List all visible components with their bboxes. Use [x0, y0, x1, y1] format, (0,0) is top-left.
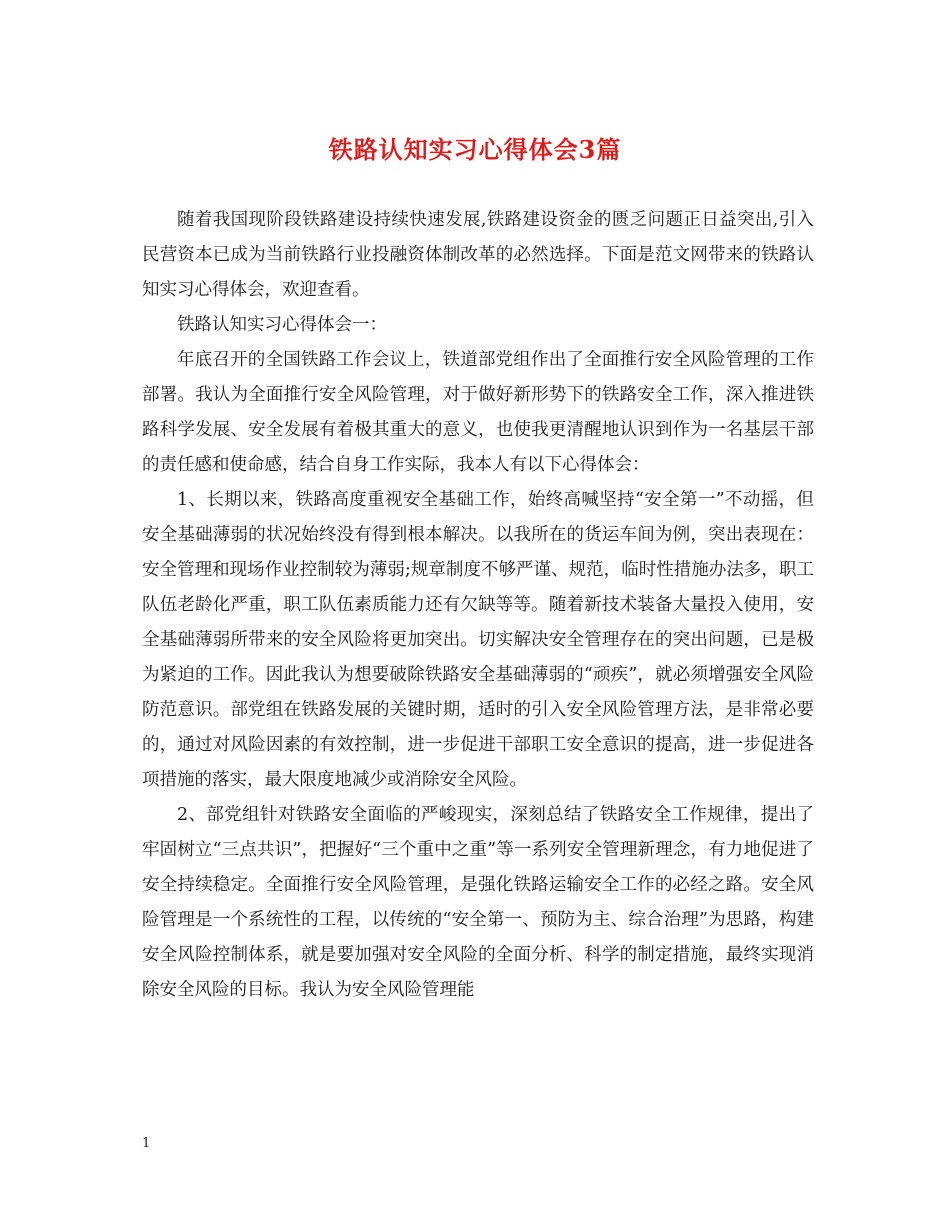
- page-number: 1: [142, 1136, 151, 1151]
- paragraph-point-1: 1、长期以来，铁路高度重视安全基础工作，始终高喊坚持“安全第一”不动摇，但安全基础薄弱的状况始终没有得到根本解决。以我所在的货运车间为例，突出表现在：安全管理和现场作业控制较为薄弱;规章制度不够严谨、规范，临时性措施办法多，职工队伍老龄化严重，职工队伍素质能力还有欠缺等等。随着新技术装备大量投入使用，安全基础薄弱所带来的安全风险将更加突出。切实解决安全管理存在的突出问题，已是极为紧迫的工作。因此我认为想要破除铁路安全基础薄弱的“顽疾”，就必须增强安全风险防范意识。部党组在铁路发展的关键时期，适时的引入安全风险管理方法，是非常必要的，通过对风险因素的有效控制，进一步促进干部职工安全意识的提高，进一步促进各项措施的落实，最大限度地减少或消除安全风险。: [142, 490, 814, 790]
- paragraph-meeting: 年底召开的全国铁路工作会议上，铁道部党组作出了全面推行安全风险管理的工作部署。我认为全面推行安全风险管理，对于做好新形势下的铁路安全工作，深入推进铁路科学发展、安全发展有着极其重大的意义，也使我更清醒地认识到作为一名基层干部的责任感和使命感，结合自身工作实际，我本人有以下心得体会：: [142, 350, 814, 475]
- document-body: [142, 203, 814, 1008]
- paragraph-intro: 随着我国现阶段铁路建设持续快速发展,铁路建设资金的匮乏问题正日益突出,引入民营资本已成为当前铁路行业投融资体制改革的必然选择。下面是范文网带来的铁路认知实习心得体会，欢迎查看。: [142, 210, 814, 300]
- paragraph-point-2: 2、部党组针对铁路安全面临的严峻现实，深刻总结了铁路安全工作规律，提出了牢固树立“三点共识”，把握好“三个重中之重”等一系列安全管理新理念，有力地促进了安全持续稳定。全面推行安全风险管理，是强化铁路运输安全工作的必经之路。安全风险管理是一个系统性的工程，以传统的“安全第一、预防为主、综合治理”为思路，构建安全风险控制体系，就是要加强对安全风险的全面分析、科学的制定措施，最终实现消除安全风险的目标。我认为安全风险管理能: [142, 805, 814, 1000]
- section-heading-one: 铁路认知实习心得体会一：: [177, 315, 387, 335]
- document-title: 铁路认知实习心得体会3篇: [328, 135, 622, 164]
